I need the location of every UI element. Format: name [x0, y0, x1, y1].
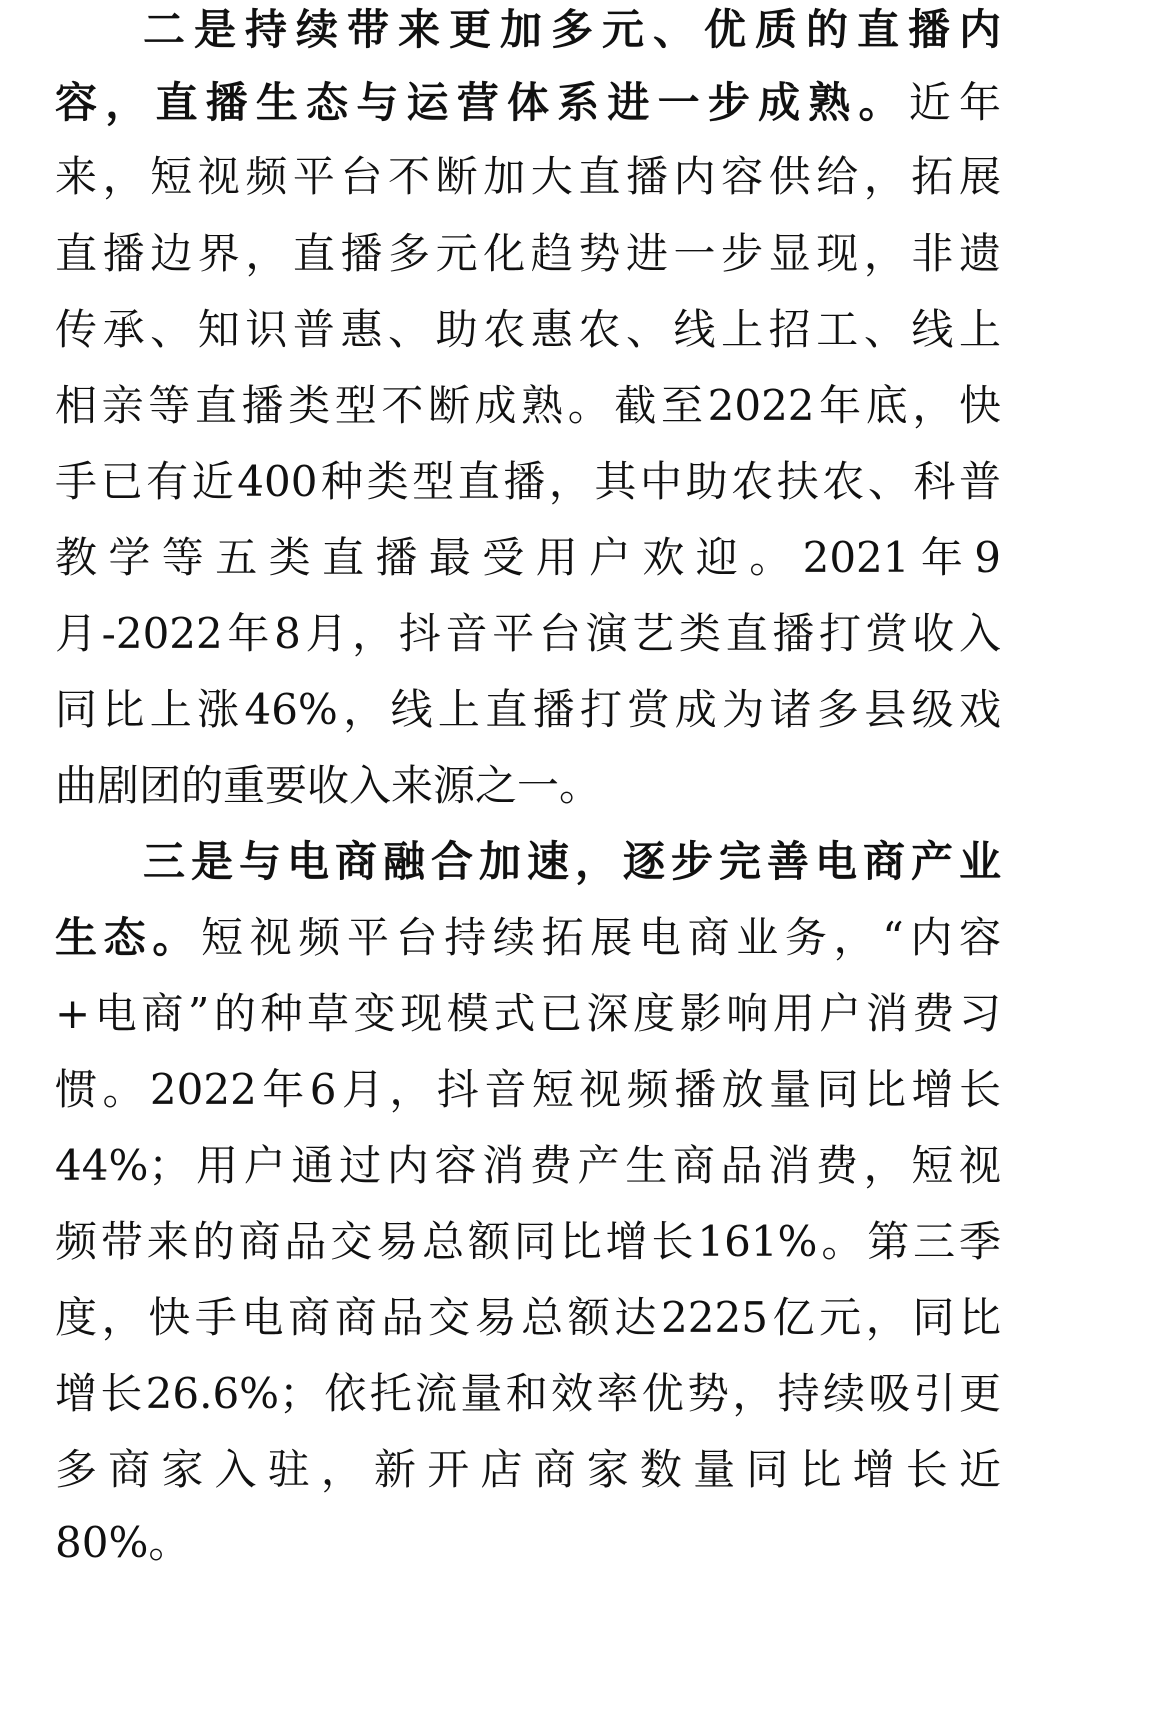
paragraph-2-line-4: 直播边界，直播多元化趋势进一步显现，非遗 — [55, 229, 1001, 278]
paragraph-2-line-7: 手已有近400种类型直播，其中助农扶农、科普 — [55, 457, 1001, 506]
paragraph-3-line-1: 三是与电商融合加速，逐步完善电商产业 — [143, 837, 1001, 886]
paragraph-3-line-4: 惯。2022年6月，抖音短视频播放量同比增长 — [55, 1065, 1001, 1114]
paragraph-3-line-7: 度，快手电商商品交易总额达2225亿元，同比 — [55, 1293, 1001, 1342]
paragraph-2-line-5: 传承、知识普惠、助农惠农、线上招工、线上 — [55, 305, 1001, 354]
paragraph-3-line-8: 增长26.6%；依托流量和效率优势，持续吸引更 — [55, 1369, 1001, 1418]
paragraph-3-line-6: 频带来的商品交易总额同比增长161%。第三季 — [55, 1217, 1001, 1266]
paragraph-2-line-1: 二是持续带来更加多元、优质的直播内 — [143, 5, 1001, 54]
paragraph-2-line-8: 教学等五类直播最受用户欢迎。2021年9 — [55, 533, 1001, 582]
paragraph-3-text-start: 短视频平台持续拓展电商业务，“内容 — [200, 913, 1001, 962]
paragraph-3-line-2 — [55, 903, 1001, 973]
paragraph-2-line-2 — [55, 68, 1001, 138]
paragraph-2-text-start: 近年 — [908, 78, 1001, 127]
paragraph-2-line-9: 月-2022年8月，抖音平台演艺类直播打赏收入 — [55, 609, 1001, 658]
paragraph-2-line-6: 相亲等直播类型不断成熟。截至2022年底，快 — [55, 381, 1001, 430]
paragraph-2-line-10: 同比上涨46%，线上直播打赏成为诸多县级戏 — [55, 685, 1001, 734]
paragraph-3-line-9: 多商家入驻，新开店商家数量同比增长近 — [55, 1445, 1001, 1494]
paragraph-3-line-10: 80%。 — [55, 1518, 191, 1567]
paragraph-3-line-3: +电商”的种草变现模式已深度影响用户消费习 — [55, 989, 1001, 1038]
paragraph-2-line-3: 来，短视频平台不断加大直播内容供给，拓展 — [55, 152, 1001, 201]
paragraph-2-heading-end: 容，直播生态与运营体系进一步成熟。 — [55, 78, 909, 127]
paragraph-2-line-11: 曲剧团的重要收入来源之一。 — [55, 761, 602, 810]
paragraph-3-heading-end: 生态。 — [55, 913, 201, 962]
paragraph-3-line-5: 44%；用户通过内容消费产生商品消费，短视 — [55, 1141, 1001, 1190]
